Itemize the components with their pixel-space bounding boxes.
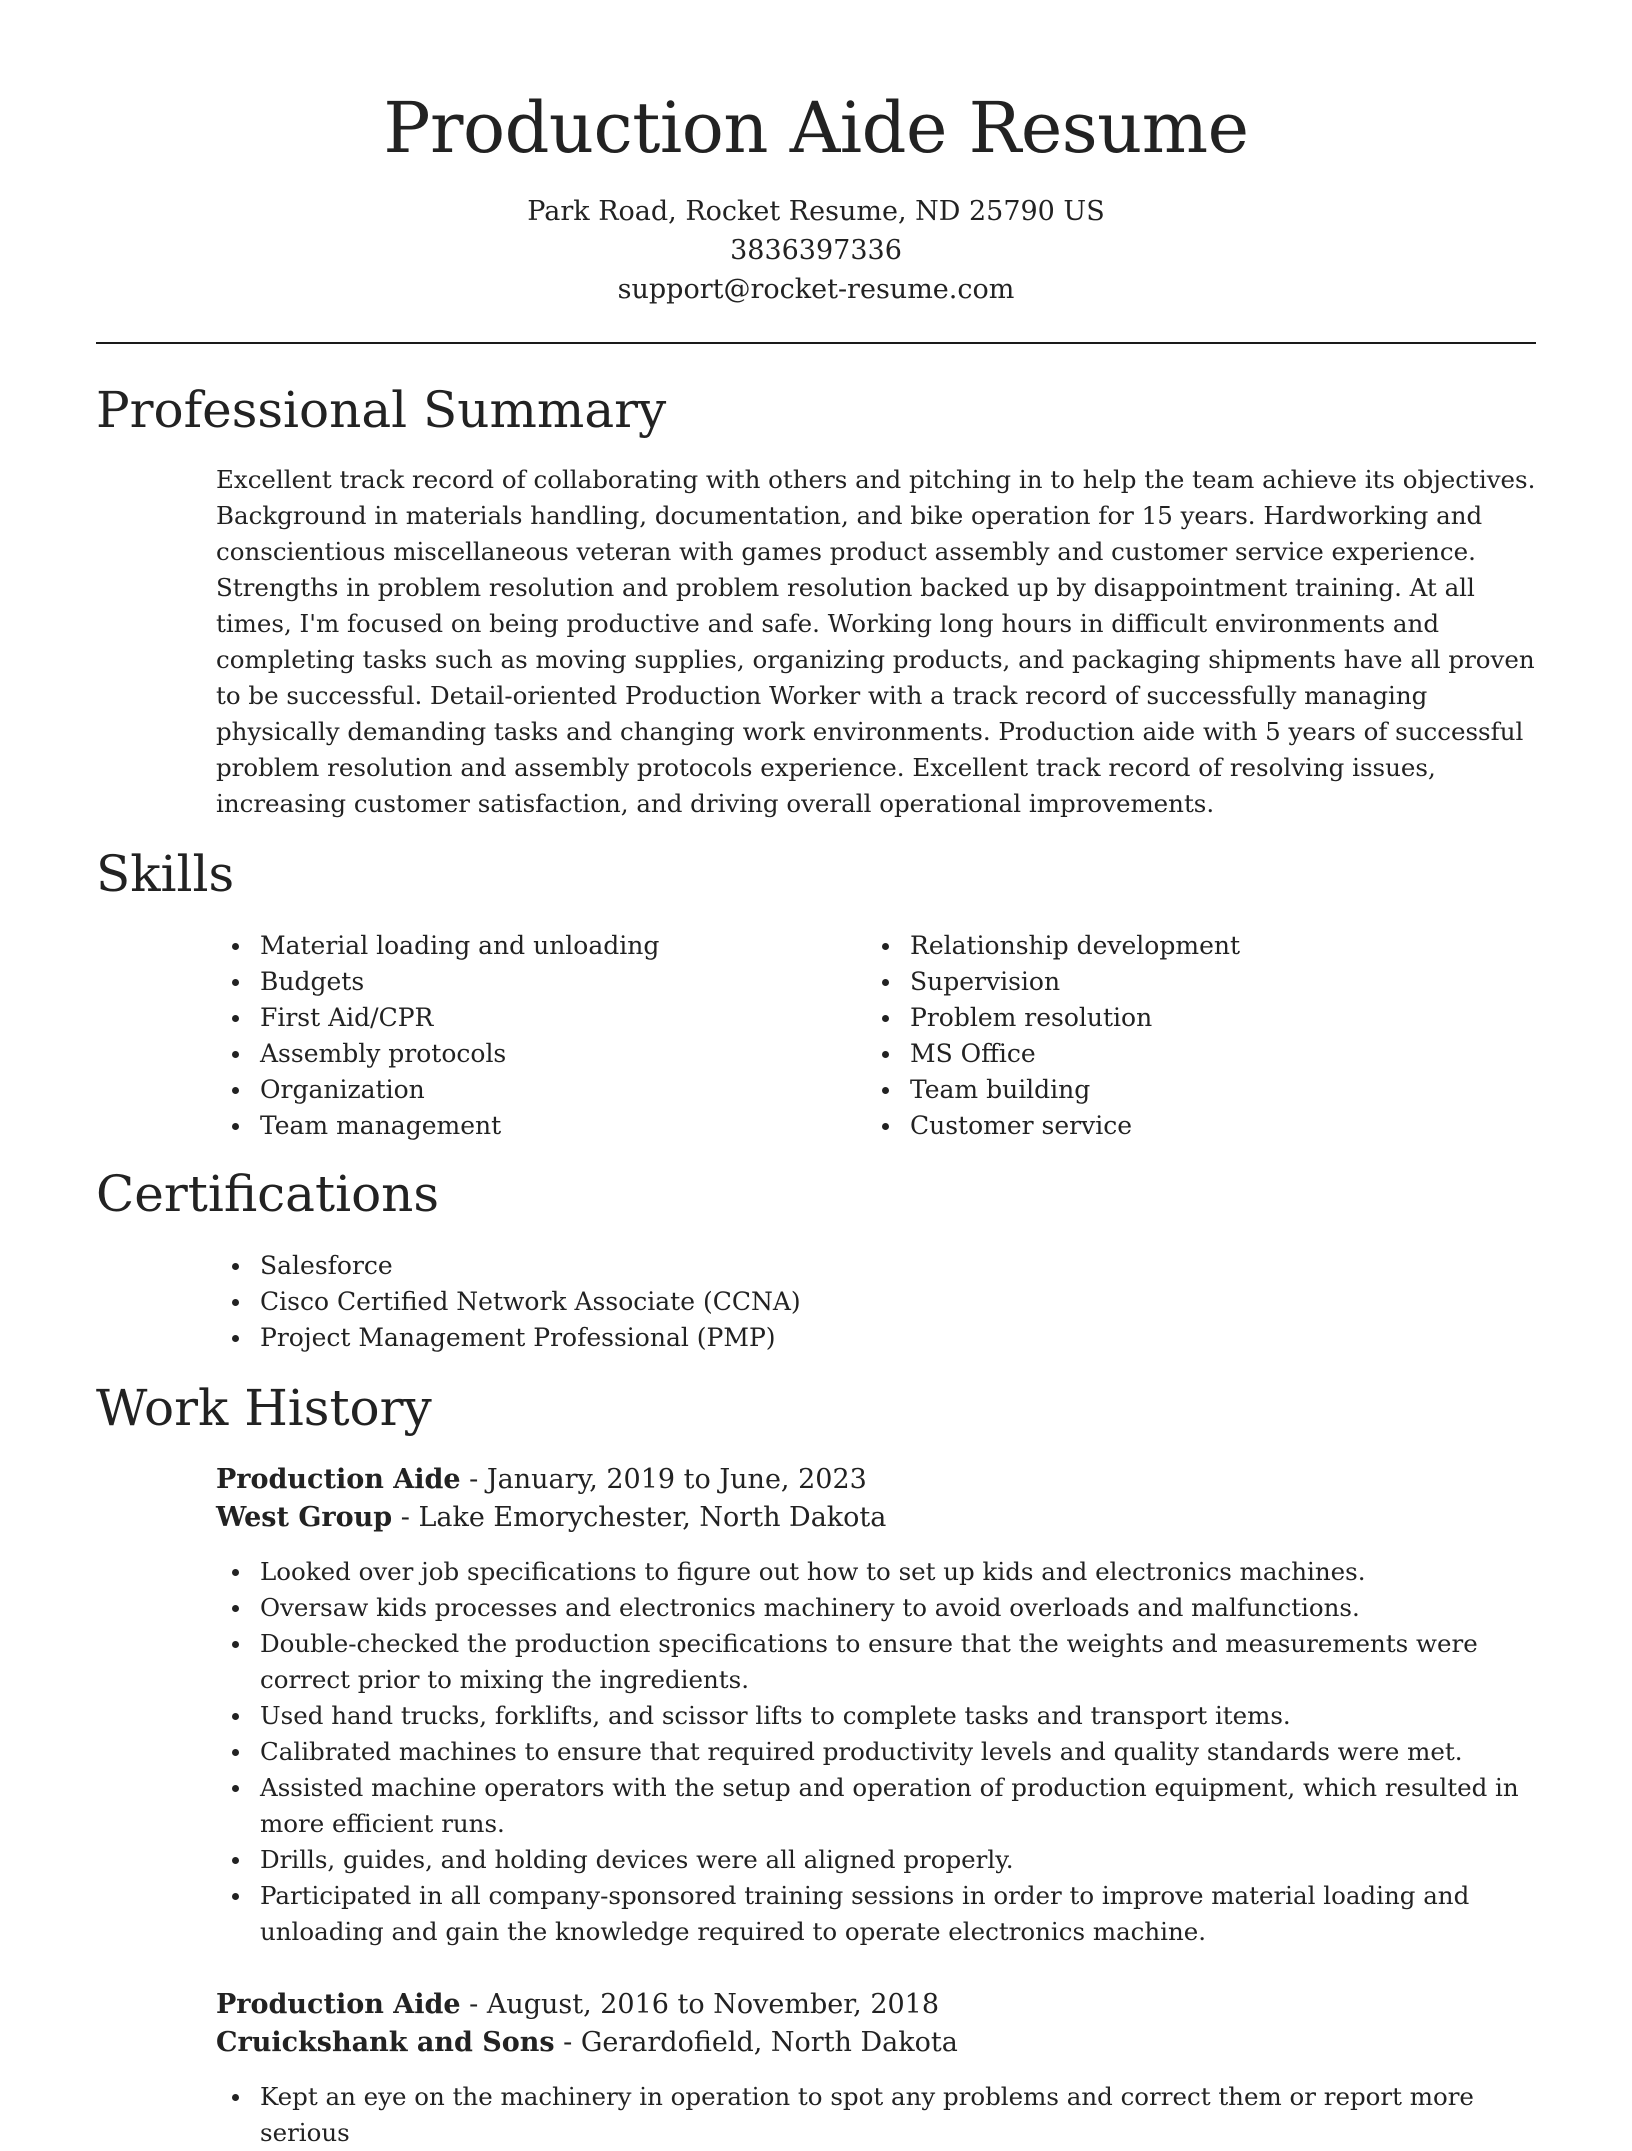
- list-item: Double-checked the production specifications to ensure that the weights and measurements were correct prior to mixing the ingredients.: [216, 1626, 1556, 1698]
- skill-item: First Aid/CPR: [216, 1000, 816, 1036]
- job-company: Cruickshank and Sons: [216, 2027, 555, 2058]
- work-history-heading: Work History: [96, 1379, 432, 1437]
- skill-item: Relationship development: [866, 928, 1466, 964]
- skill-item: MS Office: [866, 1036, 1466, 1072]
- list-item: Kept an eye on the machinery in operation to spot any problems and correct them or report more serious: [216, 2079, 1556, 2151]
- list-item: Participated in all company-sponsored training sessions in order to improve material loading and unloading and gain the knowledge required to operate electronics machine.: [216, 1878, 1556, 1950]
- skill-item: Organization: [216, 1072, 816, 1108]
- summary-text: Excellent track record of collaborating with others and pitching in to help the team achieve its objectives. Background in materials handling, documentation, and bike operation for 15 years. Hardworking and conscientious miscellaneous veteran with games product assembly and customer service experience. Strengths in problem resolution and problem resolution backed up by disappointment training. At all times, I'm focused on being productive and safe. Working long hours in difficult environments and completing tasks such as moving supplies, organizing products, and packaging shipments have all proven to be successful. Detail-oriented Production Worker with a track record of successfully managing physically demanding tasks and changing work environments. Production aide with 5 years of successful problem resolution and assembly protocols experience. Excellent track record of resolving issues, increasing customer satisfaction, and driving overall operational improvements.: [216, 465, 1536, 818]
- list-item: Calibrated machines to ensure that required productivity levels and quality standards were met.: [216, 1734, 1556, 1770]
- certifications-heading: Certifications: [96, 1165, 440, 1223]
- skill-item: Team building: [866, 1072, 1466, 1108]
- certification-item: Cisco Certified Network Associate (CCNA): [216, 1284, 1116, 1320]
- job-bullets: [216, 2079, 1556, 2151]
- skills-heading: Skills: [96, 845, 235, 903]
- skills-list-left: [216, 928, 816, 1144]
- list-item: Assisted machine operators with the setup and operation of production equipment, which resulted in more efficient runs.: [216, 1770, 1556, 1842]
- skill-item: Budgets: [216, 964, 816, 1000]
- resume-header: [0, 0, 1632, 309]
- certifications-list: [216, 1248, 1116, 1356]
- header-divider: [96, 342, 1536, 344]
- skill-item: Supervision: [866, 964, 1466, 1000]
- job-title-line: [216, 1461, 867, 1499]
- skill-item: Customer service: [866, 1108, 1466, 1144]
- skill-item: Assembly protocols: [216, 1036, 816, 1072]
- list-item: Looked over job specifications to figure out how to set up kids and electronics machines.: [216, 1554, 1556, 1590]
- job-location: - Gerardofield, North Dakota: [554, 2027, 958, 2058]
- job-bullets: [216, 1554, 1556, 1950]
- skill-item: Material loading and unloading: [216, 928, 816, 964]
- summary-heading: Professional Summary: [96, 381, 667, 439]
- phone-text: 3836397336: [730, 235, 902, 266]
- email-link[interactable]: support@rocket-resume.com: [617, 274, 1015, 305]
- skill-item: Team management: [216, 1108, 816, 1144]
- job-company: West Group: [216, 1502, 393, 1533]
- job-location: - Lake Emorychester, North Dakota: [392, 1502, 887, 1533]
- address-text: Park Road, Rocket Resume, ND 25790 US: [527, 196, 1105, 227]
- job-title: Production Aide: [216, 1464, 461, 1495]
- page-title: Production Aide Resume: [383, 87, 1249, 169]
- job-dates: - January, 2019 to June, 2023: [460, 1464, 867, 1495]
- job-company-line: [216, 2024, 958, 2062]
- job-title-line: [216, 1986, 939, 2024]
- contact-info: [0, 192, 1632, 309]
- job-title: Production Aide: [216, 1989, 461, 2020]
- list-item: Oversaw kids processes and electronics machinery to avoid overloads and malfunctions.: [216, 1590, 1556, 1626]
- job-company-line: [216, 1499, 886, 1537]
- list-item: Drills, guides, and holding devices were all aligned properly.: [216, 1842, 1556, 1878]
- skill-item: Problem resolution: [866, 1000, 1466, 1036]
- list-item: Used hand trucks, forklifts, and scissor lifts to complete tasks and transport items.: [216, 1698, 1556, 1734]
- job-dates: - August, 2016 to November, 2018: [460, 1989, 940, 2020]
- certification-item: Project Management Professional (PMP): [216, 1320, 1116, 1356]
- certification-item: Salesforce: [216, 1248, 1116, 1284]
- skills-list-right: [866, 928, 1466, 1144]
